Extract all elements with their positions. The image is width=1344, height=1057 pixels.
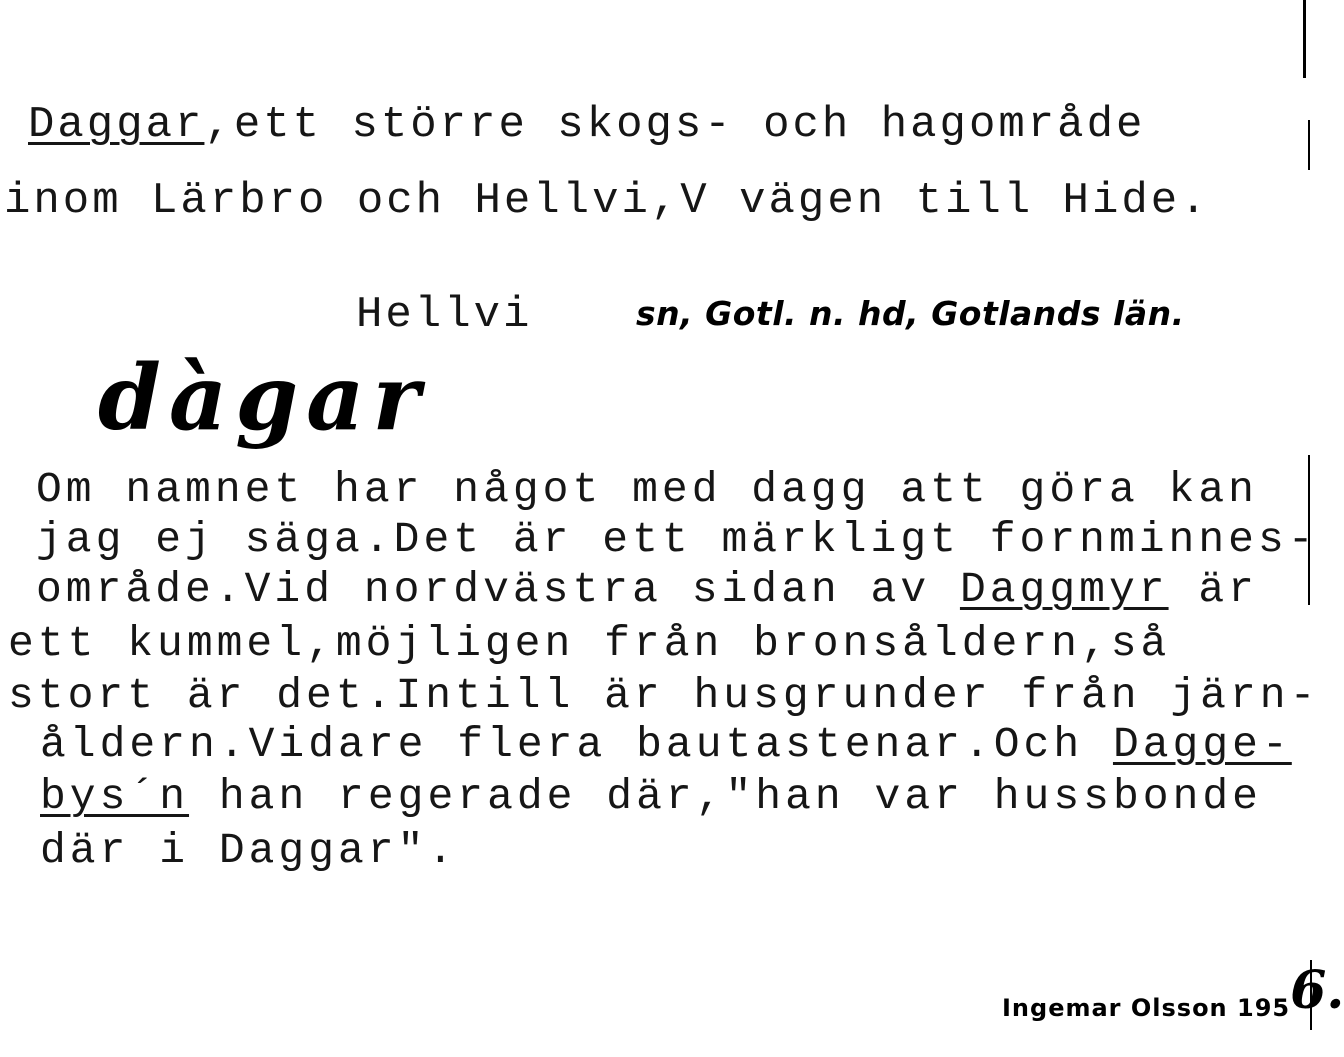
note-line-3: område.Vid nordvästra sidan av Daggmyr är: [36, 565, 1258, 614]
pronunciation-handwritten: dàgar: [98, 345, 428, 451]
signature-printed: Ingemar Olsson 195: [1002, 994, 1291, 1022]
note-line-1: Om namnet har något med dagg att göra kan: [36, 465, 1258, 514]
right-edge-line: [1303, 0, 1306, 78]
signature-year-handwritten: 6.: [1290, 960, 1344, 1021]
note-line-8: där i Daggar".: [40, 826, 458, 875]
note-line-4: ett kummel,möjligen från bronsåldern,så: [8, 619, 1171, 668]
underlined-name-dagge: Dagge-: [1112, 720, 1292, 769]
note-line-7: bys´n han regerade där,"han var hussbonde: [40, 772, 1262, 821]
parish-name: Hellvi: [356, 290, 533, 340]
note-line-6: åldern.Vidare flera bautastenar.Och Dagge-: [40, 720, 1292, 769]
underlined-name-byssn: bys´n: [40, 772, 190, 821]
definition-line-2: inom Lärbro och Hellvi,V vägen till Hide.: [4, 176, 1210, 226]
underlined-name-daggmyr: Daggmyr: [959, 565, 1169, 614]
location-printed: sn, Gotl. n. hd, Gotlands län.: [636, 294, 1185, 333]
note-line-2: jag ej säga.Det är ett märkligt fornminnes-: [36, 515, 1318, 564]
note-line-5: stort är det.Intill är husgrunder från järn-: [8, 671, 1320, 720]
right-margin-mark: [1308, 120, 1310, 170]
definition-line-1: Daggar,ett större skogs- och hagområde: [28, 100, 1146, 150]
signature: [986, 950, 1344, 1047]
headword: Daggar: [28, 100, 205, 150]
